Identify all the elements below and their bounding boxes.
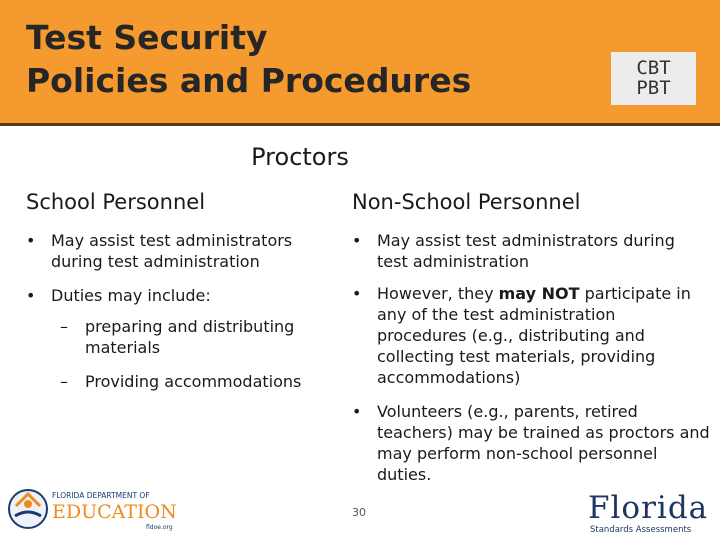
bullet-dot: • <box>26 286 36 305</box>
cbt-pbt-badge <box>611 52 696 105</box>
slide-title-line-1: Test Security <box>26 18 268 57</box>
fsa-logo <box>584 488 712 536</box>
fsa-tagline: Standards Assessments <box>590 525 692 535</box>
left-bullet-2 <box>26 285 336 306</box>
left-sub-bullet-1 <box>60 316 330 358</box>
fdoe-line-3: fldoe.org <box>146 524 173 531</box>
right-bullet-1-text: May assist test administrators during test administration <box>377 231 675 271</box>
slide-title <box>26 16 471 102</box>
bullet-dot: • <box>26 231 36 250</box>
left-bullet-1-text: May assist test administrators during test administration <box>51 231 293 271</box>
right-bullet-2 <box>352 283 707 388</box>
page-number: 30 <box>352 506 366 519</box>
bullet-dot: • <box>352 231 362 250</box>
right-bullet-3 <box>352 401 712 485</box>
section-subtitle: Proctors <box>251 143 349 171</box>
badge-pbt: PBT <box>636 77 671 99</box>
fdoe-logo <box>6 484 186 534</box>
fdoe-sun-icon <box>24 500 32 508</box>
fsa-name: Florida <box>588 490 709 526</box>
left-sub-bullet-1-text: preparing and distributing materials <box>85 317 295 357</box>
school-personnel-heading: School Personnel <box>26 190 206 214</box>
left-bullet-1 <box>26 230 336 272</box>
right-bullet-3-text: Volunteers (e.g., parents, retired teachers) may be trained as proctors and may perform non-school personnel duties. <box>377 402 710 484</box>
bullet-dot: • <box>352 284 362 303</box>
bullet-dot: • <box>352 402 362 421</box>
right-bullet-2-pre: However, they <box>377 284 499 303</box>
non-school-personnel-heading: Non-School Personnel <box>352 190 581 214</box>
fdoe-line-1: FLORIDA DEPARTMENT OF <box>52 491 150 500</box>
right-bullet-1 <box>352 230 682 272</box>
slide-title-line-2: Policies and Procedures <box>26 61 472 100</box>
sub-dash: – <box>60 317 68 336</box>
left-sub-bullet-2-text: Providing accommodations <box>85 372 302 391</box>
fdoe-line-2: EDUCATION <box>52 501 177 523</box>
left-sub-bullet-2 <box>60 371 350 392</box>
right-bullet-2-post: participate in any of the test administration procedures (e.g., distributing and collecting test materials, providing accommodations) <box>377 284 691 387</box>
left-bullet-2-text: Duties may include: <box>51 286 211 305</box>
slide-header <box>0 0 720 126</box>
badge-cbt: CBT <box>636 57 671 79</box>
right-bullet-2-text <box>352 283 707 388</box>
right-bullet-2-emphasis: may NOT <box>498 284 580 303</box>
sub-dash: – <box>60 372 68 391</box>
